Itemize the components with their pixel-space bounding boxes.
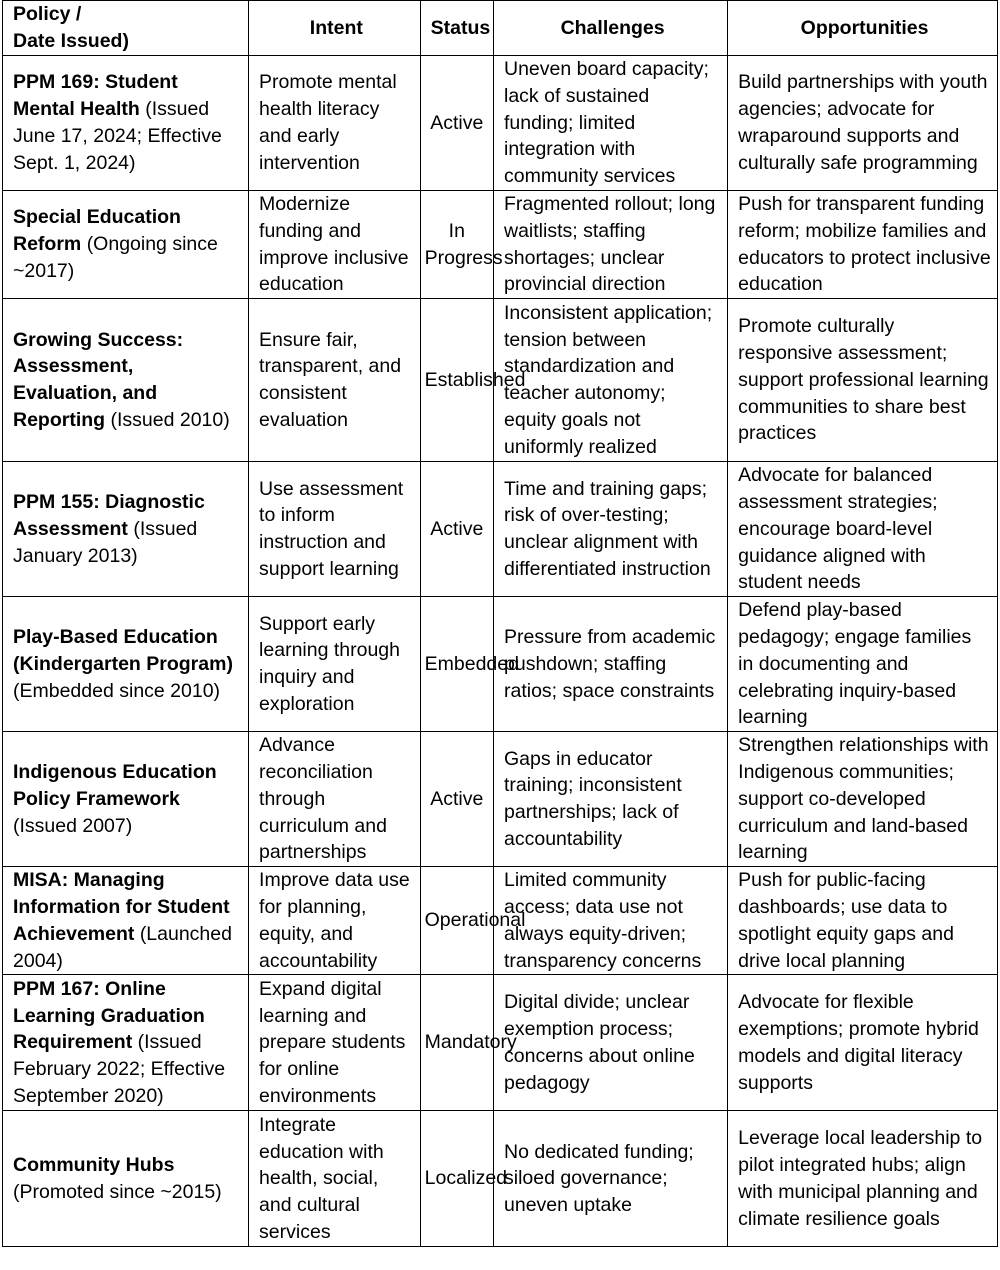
header-policy-label: Policy / Date Issued)	[13, 3, 129, 52]
opportunities-cell: Defend play-based pedagogy; engage families in documenting and celebrating inquiry-based learning	[728, 597, 998, 732]
policy-date: (Embedded since 2010)	[13, 679, 221, 702]
challenges-cell: Time and training gaps; risk of over-testing; unclear alignment with differentiated instruction	[494, 462, 728, 597]
challenges-cell: Gaps in educator training; inconsistent partnerships; lack of accountability	[494, 732, 728, 867]
header-opportunities: Opportunities	[728, 1, 998, 56]
header-row	[3, 1, 998, 56]
opportunities-cell: Push for transparent funding reform; mobilize families and educators to protect inclusive education	[728, 191, 998, 299]
opportunities-cell: Advocate for flexible exemptions; promote hybrid models and digital literacy supports	[728, 975, 998, 1111]
challenges-cell: Limited community access; data use not always equity-driven; transparency concerns	[494, 867, 728, 975]
policy-name: Special Education Reform	[13, 206, 181, 256]
policy-name: PPM 169: Student Mental Health	[13, 71, 178, 121]
header-intent: Intent	[249, 1, 421, 56]
status-cell: In Progress	[420, 191, 493, 299]
policy-name: PPM 167: Online Learning Graduation Requirement	[13, 977, 205, 1054]
policy-date: (Promoted since ~2015)	[13, 1180, 222, 1203]
intent-cell: Improve data use for planning, equity, and accountability	[249, 867, 421, 975]
header-policy	[3, 1, 249, 56]
table-row	[3, 975, 998, 1111]
policy-date: (Launched 2004)	[13, 922, 232, 972]
opportunities-cell: Leverage local leadership to pilot integrated hubs; align with municipal planning and climate resilience goals	[728, 1111, 998, 1247]
policy-cell	[3, 299, 249, 462]
challenges-cell: Pressure from academic pushdown; staffing ratios; space constraints	[494, 597, 728, 732]
intent-cell: Use assessment to inform instruction and support learning	[249, 462, 421, 597]
challenges-cell: Digital divide; unclear exemption process; concerns about online pedagogy	[494, 975, 728, 1111]
policy-name: Play-Based Education (Kindergarten Program)	[13, 625, 233, 675]
intent-cell: Ensure fair, transparent, and consistent evaluation	[249, 299, 421, 462]
opportunities-cell: Strengthen relationships with Indigenous communities; support co-developed curriculum and land-based learning	[728, 732, 998, 867]
policy-cell	[3, 56, 249, 191]
intent-cell: Advance reconciliation through curriculum and partnerships	[249, 732, 421, 867]
table-row	[3, 56, 998, 191]
policy-cell	[3, 975, 249, 1111]
table-row	[3, 299, 998, 462]
table-row	[3, 1111, 998, 1247]
policy-cell	[3, 191, 249, 299]
policy-name: PPM 155: Diagnostic Assessment	[13, 490, 205, 540]
opportunities-cell: Advocate for balanced assessment strategies; encourage board-level guidance aligned with student needs	[728, 462, 998, 597]
table-row	[3, 462, 998, 597]
policy-name: Growing Success: Assessment, Evaluation, and Reporting	[13, 328, 184, 431]
opportunities-cell: Build partnerships with youth agencies; advocate for wraparound supports and culturally safe programming	[728, 56, 998, 191]
policy-cell	[3, 1111, 249, 1247]
policy-name: MISA: Managing Information for Student Achievement	[13, 869, 230, 945]
policy-date: (Issued January 2013)	[13, 517, 198, 567]
status-cell: Active	[420, 56, 493, 191]
policy-name: Indigenous Education Policy Framework	[13, 760, 217, 810]
table-row	[3, 732, 998, 867]
table-row	[3, 597, 998, 732]
intent-cell: Expand digital learning and prepare students for online environments	[249, 975, 421, 1111]
table-body	[3, 56, 998, 1247]
challenges-cell: Uneven board capacity; lack of sustained funding; limited integration with community services	[494, 56, 728, 191]
policy-cell	[3, 462, 249, 597]
policy-table	[2, 0, 998, 1247]
status-cell: Mandatory	[420, 975, 493, 1111]
policy-date: (Issued June 17, 2024; Effective Sept. 1, 2024)	[13, 98, 222, 174]
challenges-cell: No dedicated funding; siloed governance; uneven uptake	[494, 1111, 728, 1247]
status-cell: Established	[420, 299, 493, 462]
policy-date: (Issued 2010)	[110, 408, 230, 431]
policy-cell	[3, 732, 249, 867]
intent-cell: Promote mental health literacy and early intervention	[249, 56, 421, 191]
status-cell: Active	[420, 732, 493, 867]
policy-cell	[3, 867, 249, 975]
intent-cell: Support early learning through inquiry and exploration	[249, 597, 421, 732]
opportunities-cell: Promote culturally responsive assessment; support professional learning communities to share best practices	[728, 299, 998, 462]
header-status: Status	[420, 1, 493, 56]
policy-date: (Issued February 2022; Effective September 2020)	[13, 1031, 226, 1108]
challenges-cell: Inconsistent application; tension between standardization and teacher autonomy; equity goals not uniformly realized	[494, 299, 728, 462]
intent-cell: Modernize funding and improve inclusive education	[249, 191, 421, 299]
status-cell: Embedded	[420, 597, 493, 732]
status-cell: Localized	[420, 1111, 493, 1247]
policy-cell	[3, 597, 249, 732]
intent-cell: Integrate education with health, social, and cultural services	[249, 1111, 421, 1247]
table-row	[3, 191, 998, 299]
policy-date: (Issued 2007)	[13, 814, 133, 837]
opportunities-cell: Push for public-facing dashboards; use data to spotlight equity gaps and drive local planning	[728, 867, 998, 975]
table-row	[3, 867, 998, 975]
status-cell: Operational	[420, 867, 493, 975]
policy-date: (Ongoing since ~2017)	[13, 233, 218, 282]
policy-name: Community Hubs	[13, 1154, 175, 1177]
status-cell: Active	[420, 462, 493, 597]
challenges-cell: Fragmented rollout; long waitlists; staffing shortages; unclear provincial direction	[494, 191, 728, 299]
header-challenges: Challenges	[494, 1, 728, 56]
